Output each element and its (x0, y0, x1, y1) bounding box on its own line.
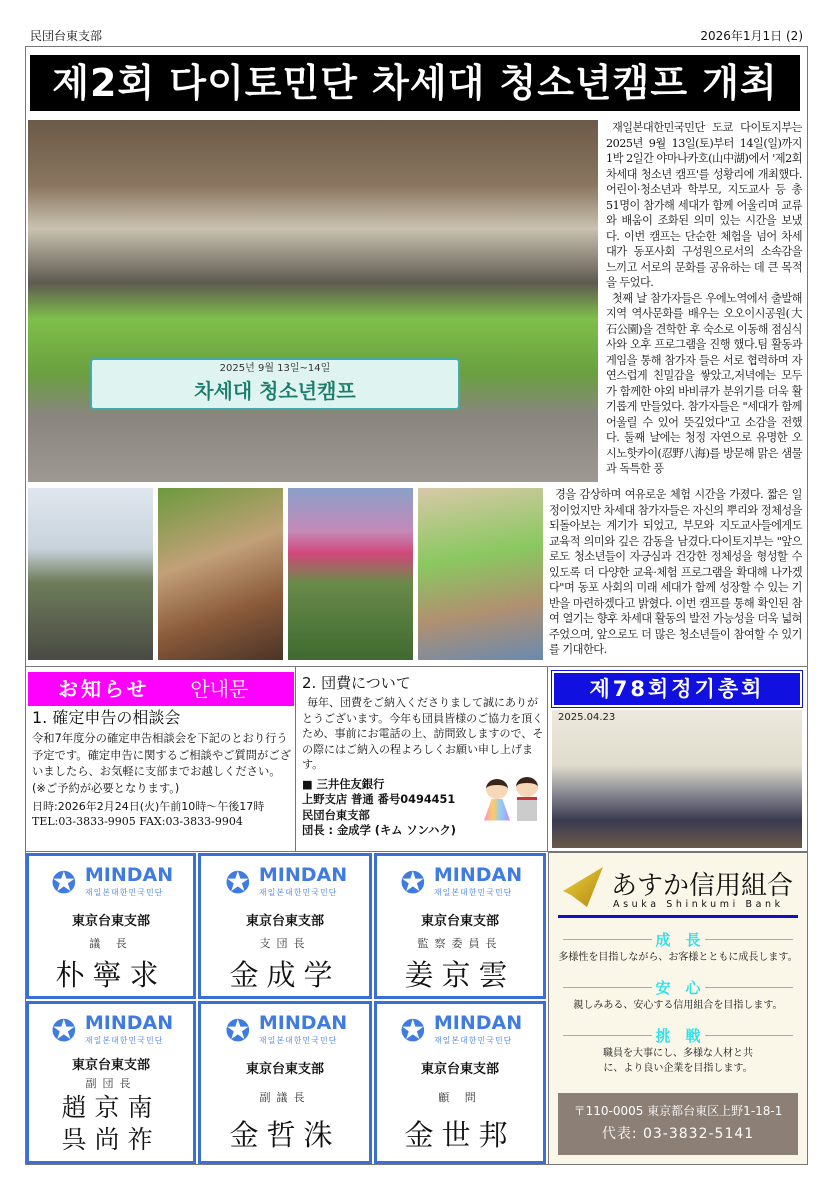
camp-group-photo (28, 120, 598, 482)
bank-name: あすか信用組合 (611, 871, 794, 901)
notice-item1-contact: TEL:03-3833-9905 FAX:03-3833-9904 (32, 815, 243, 828)
officer-card: ✪ MINDAN 재일본대한민국민단 東京台東支部 支団長 金成学 (198, 853, 372, 999)
asuka-bank-ad (548, 852, 808, 1165)
mindan-emblem-icon: ✪ (51, 1014, 77, 1049)
headline: 제2회 다이토민단 차세대 청소년캠프 개최 (30, 55, 800, 111)
camp-banner-date: 2025년 9월 13일~14일 (219, 363, 331, 374)
hanbok-children-illustration (482, 777, 544, 823)
issue-date: 2026年1月1日 (2) (700, 29, 803, 43)
officer-card: ✪ MINDAN 재일본대한민국민단 東京台東支部 副議長 金哲洙 (198, 1001, 372, 1164)
bank-info: ■ 三井住友銀行 上野支店 普通 番号0494451 民団台東支部 団長 : 金成学 (キム ソンハク) (302, 777, 545, 839)
officer-card: ✪ MINDAN 재일본대한민국민단 東京台東支部 顧 問 金世邦 (374, 1001, 546, 1164)
notice-item1-body: 令和7年度分の確定申告相談会を下記のとおり行う予定です。確定申告に関するご相談やご質問がございましたら、お気軽に支部までお越しください。(※ご予約が必要となります。) (32, 732, 291, 795)
divider (295, 666, 296, 852)
officer-card: ✪ MINDAN 재일본대한민국민단 東京台東支部 副団長 趙京南 呉尚祚 (26, 1001, 196, 1164)
camp-banner-title: 차세대 청소년캠프 (194, 379, 356, 403)
ad-section-title: 安 心 (549, 977, 807, 998)
bank-contact: 〒110-0005 東京都台東区上野1-18-1 代表: 03-3832-5141 (558, 1093, 798, 1155)
bank-name-en: Asuka Shinkumi Bank (613, 899, 784, 910)
notice-item2-title: 2. 団費について (302, 674, 411, 692)
divider (25, 666, 808, 667)
camp-photo-mount-fuji (288, 488, 413, 660)
divider (547, 666, 548, 852)
officer-card: ✪ MINDAN 재일본대한민국민단 東京台東支部 監察委員長 姜京雲 (374, 853, 546, 999)
mindan-emblem-icon: ✪ (225, 1014, 251, 1049)
mindan-emblem-icon: ✪ (225, 866, 251, 901)
divider (558, 915, 798, 918)
camp-photo-activity (418, 488, 543, 660)
assembly-title: 제78회정기총회 (552, 671, 802, 707)
notice-header: お知らせ 안내문 (28, 672, 294, 706)
camp-banner (90, 358, 460, 410)
notice-item1-datetime: 日時:2026年2月24日(火)午前10時～午後17時 (32, 800, 265, 813)
ad-section-title: 成 長 (549, 929, 807, 950)
bank-logo-icon (563, 867, 603, 907)
officer-card: ✪ MINDAN 재일본대한민국민단 東京台東支部 議 長 朴寧求 (26, 853, 196, 999)
mindan-emblem-icon: ✪ (400, 866, 426, 901)
notice-item1 (32, 708, 294, 829)
notice-item2-body: 毎年、団費をご納入くださりまして誠にありがとうございます。今年も団員皆様のご協力を頂くため、事前にお電話の上、訪問致しますので、その際にはご納入の程よろしくお願い申し上げます。 (302, 696, 544, 771)
notice-item2 (302, 674, 545, 839)
assembly-photo (552, 710, 802, 848)
camp-photo-meal (158, 488, 283, 660)
publisher-name: 民団台東支部 (30, 29, 103, 43)
ad-section-desc: 職員を大事にし、多様な人材と共に、より良い企業を目指します。 (603, 1048, 753, 1074)
camp-photo-tractor (28, 488, 153, 660)
ad-section-title: 挑 戦 (549, 1025, 807, 1046)
notice-item1-title: 1. 確定申告の相談会 (32, 708, 181, 727)
article-continued: 경을 감상하며 여유로운 체험 시간을 가졌다. 짧은 일정이었지만 차세대 참가자들은 자신의 뿌리와 정체성을 되돌아보는 계기가 되었고, 부모와 지도교사들에게도 교육적 의미와 깊은 감동을 남겼다.다이토지부는 "앞으로도 청소년들이 자긍심과 건강한 정체성을 형성할 수 있도록 더 다양한 교육·체험 프로그램을 확대해 나가겠다"며 동포 사회의 미래 세대가 함께 성장할 수 있는 기반을 마련하겠다고 밝혔다. 이번 캠프를 통해 확인된 참여 열기는 향후 차세대 활동의 발전 가능성을 더욱 넓혀 주었으며, 앞으로도 더 많은 청소년들이 참여할 수 있기를 기대한다. (549, 488, 802, 656)
mindan-emblem-icon: ✪ (400, 1014, 426, 1049)
photo-date: 2025.04.23 (558, 712, 616, 723)
ad-section-desc: 多様性を目指しながら、お客様とともに成長します。 (558, 952, 798, 963)
mindan-emblem-icon: ✪ (51, 866, 77, 901)
article-column: 재일본대한민국민단 도쿄 다이토지부는 2025년 9월 13일(토)부터 14일(일)까지 1박 2일간 야마나카호(山中湖)에서 '제2회 차세대 청소년 캠프'를 성황리에 개최했다. 어린이·청소년과 학부모, 지도교사 등 총51명이 참가해 세대가 함께 어울리며 교류와 배움이 조화된 의미 있는 시간을 보냈다. 이번 캠프는 단순한 체험을 넘어 차세대가 동포사회 구성원으로서의 소속감을 느끼고 서로의 문화를 공유하는 데 큰 목적을 두었다. 첫째 날 참가자들은 우에노역에서 출발해 지역 역사문화를 배우는 오오이시공원(大石公園)을 견학한 후 숙소로 이동해 점심식사와 오후 프로그램을 진행 했다.팀 활동과 게임을 통해 참가자 들은 서로 협력하며 자연스럽게 친밀감을 쌓았고,저녁에는 모두가 함께한 야외 바비큐가 분위기를 더욱 활기롭게 만들었다. 참가자들은 "세대가 함께 어울릴 수 있어 뜻깊었다"고 소감을 전했다. 둘째 날에는 청정 자연으로 유명한 오시노핫카이(忍野八海)를 방문해 맑은 샘물과 독특한 풍 (606, 121, 802, 475)
ad-section-desc: 親しみある、安心する信用組合を目指します。 (573, 1000, 783, 1011)
